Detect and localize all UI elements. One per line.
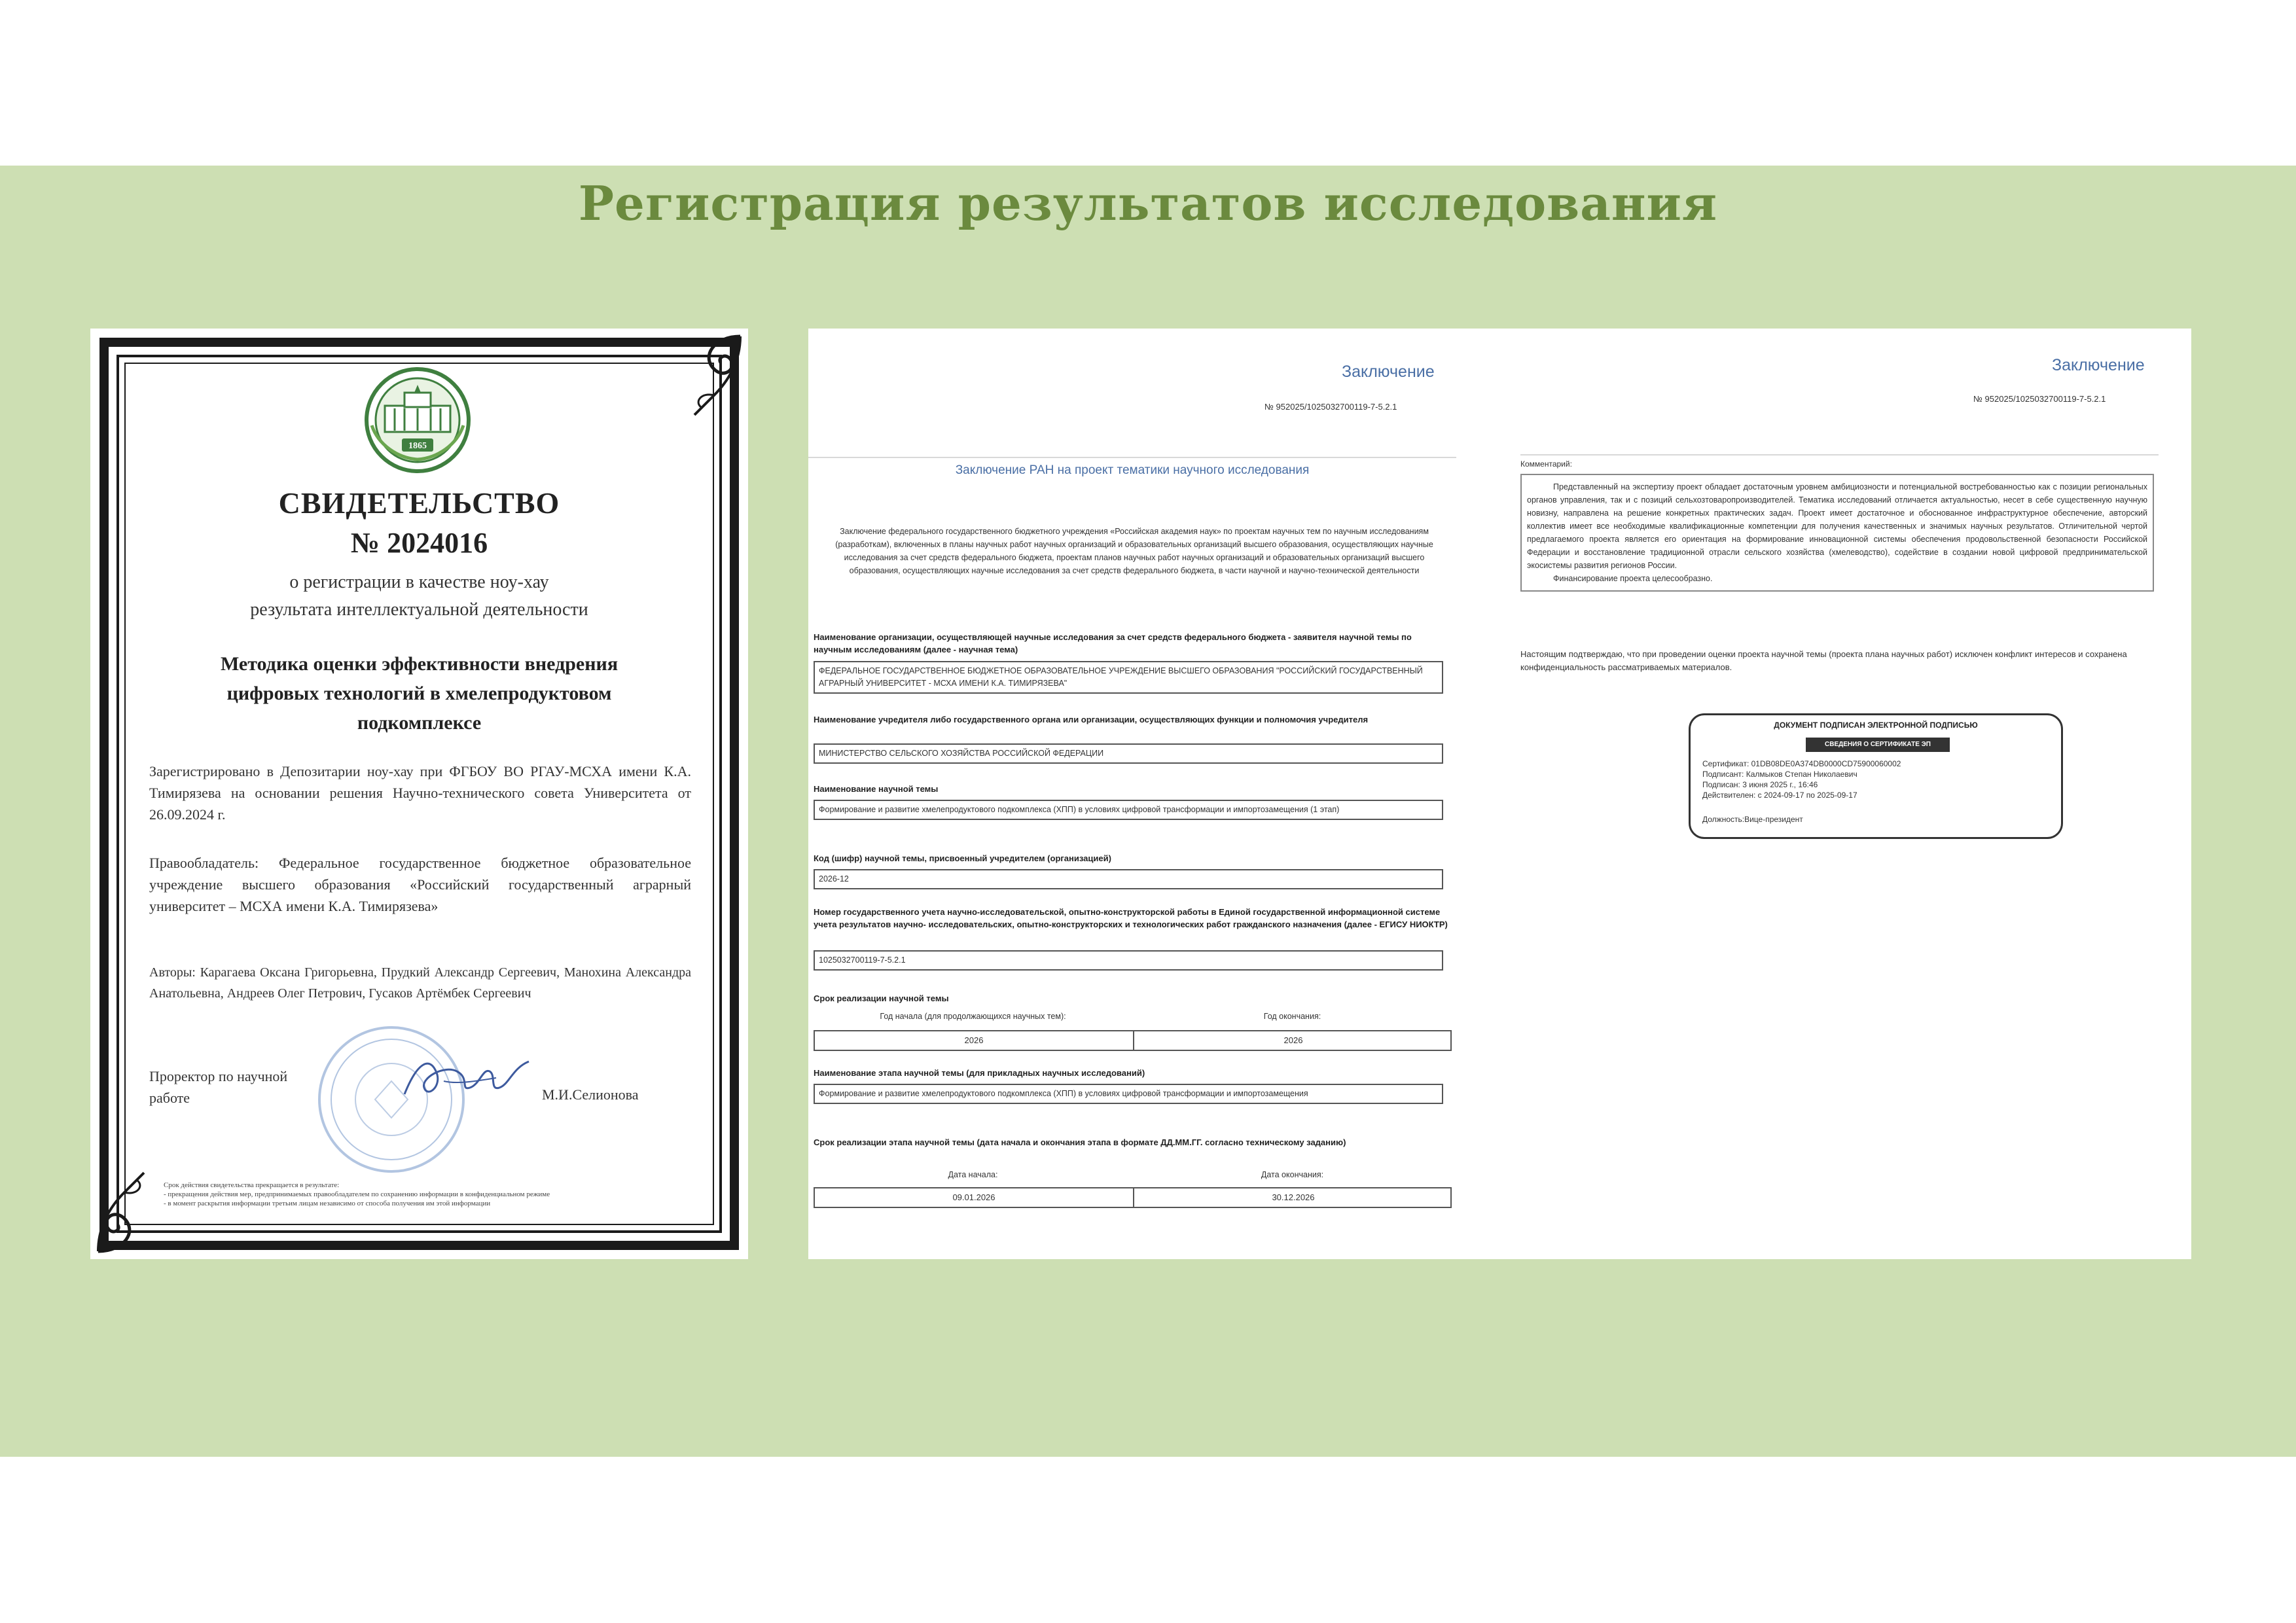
university-emblem-icon [359, 366, 476, 478]
term-end-value: 2026 [1283, 1035, 1303, 1045]
electronic-signature-stamp [1689, 713, 2063, 839]
term-label: Срок реализации научной темы [814, 993, 949, 1003]
term-end-label: Год окончания: [1263, 1012, 1321, 1021]
comment-paragraph: Финансирование проекта целесообразно. [1553, 574, 1713, 583]
esign-badge: СВЕДЕНИЯ О СЕРТИФИКАТЕ ЭП [1806, 738, 1950, 752]
certificate-footnote [164, 1181, 700, 1208]
term-value-row [814, 1030, 1452, 1051]
certificate-heading: СВИДЕТЕЛЬСТВО [278, 486, 560, 520]
code-value-box: 2026-12 [814, 869, 1443, 889]
stage-end-value: 30.12.2026 [1272, 1192, 1315, 1202]
comment-paragraph: Представленный на экспертизу проект обладает достаточным уровнем амбициозности и потенциальной востребованностью как с позиции региональных органов управления, так и с позиций сельхозтоваропроизводителей. Тематика исследований отличается актуальностью, несет в себе существенную научную новизну, направлена на решение конкретных практических задач. Проект имеет достаточное и обоснованное инфраструктурное обеспечение, авторский коллектив имеет все необходимые квалификационные компетенции для получения качественных и значимых научных результатов. Отличительной чертой предлагаемого проекта является его ориентация на формирование инновационной системы обеспечения продовольственной безопасности Российской Федерации и восстановление традиционной отрасли сельского хозяйства (хмелеводство), содействие в создании новой цифровой предпринимательской экосистемы развития регионов России. [1527, 482, 2147, 570]
esign-signed-date: Подписан: 3 июня 2025 г., 16:46 [1702, 780, 1818, 789]
conclusion-title: Заключение [1342, 363, 1435, 381]
esign-details [1702, 758, 1901, 800]
footnote-line: - прекращения действия мер, предпринимаемых правообладателем по сохранению информации в конфиденциальном режиме [164, 1190, 550, 1198]
ras-conclusion-document [808, 329, 2191, 1259]
theme-value-box: Формирование и развитие хмелепродуктового подкомплекса (ХПП) в условиях цифровой трансформации и импортозамещения (1 этап) [814, 800, 1443, 820]
term-start-label: Год начала (для продолжающихся научных тем): [880, 1012, 1066, 1021]
esign-title: ДОКУМЕНТ ПОДПИСАН ЭЛЕКТРОННОЙ ПОДПИСЬЮ [1774, 721, 1978, 730]
stage-end-label: Дата окончания: [1261, 1170, 1324, 1179]
theme-label: Наименование научной темы [814, 784, 939, 794]
certificate-topic: Методика оценки эффективности внедрения цифровых технологий в хмелепродуктовом подкомплексе [220, 653, 619, 734]
certificate-registration-text: Зарегистрировано в Депозитарии ноу-хау при ФГБОУ ВО РГАУ-МСХА имени К.А. Тимирязева на основании решения Научно-технического совета Университета от 26.09.2024 г. [149, 763, 691, 823]
conclusion-number: № 952025/1025032700119-7-5.2.1 [1265, 402, 1397, 412]
corner-ornament-icon [92, 1166, 164, 1258]
conclusion-title: Заключение [2052, 356, 2145, 374]
code-label: Код (шифр) научной темы, присвоенный учредителем (организацией) [814, 853, 1111, 863]
registration-value-box: 1025032700119-7-5.2.1 [814, 950, 1443, 971]
signer-position: Проректор по научной работе [149, 1068, 288, 1106]
stage-label: Наименование этапа научной темы (для прикладных научных исследований) [814, 1068, 1145, 1078]
certificate-authors-text: Авторы: Карагаева Оксана Григорьевна, Прудкий Александр Сергеевич, Манохина Александра Анатольевна, Андреев Олег Петрович, Гусаков Артёмбек Сергеевич [149, 965, 691, 1001]
org-label: Наименование организации, осуществляющей научные исследования за счет средств федерального бюджета - заявителя научной темы по научным исследованиям (далее - научная тема) [814, 632, 1412, 654]
stage-start-label: Дата начала: [948, 1170, 998, 1179]
conclusion-intro: Заключение федерального государственного бюджетного учреждения «Российская академия наук» по проектам научных тем по научным исследованиям (разработкам), включенных в планы научных работ научных организаций и образовательных организаций высшего образования, осуществляющих научные исследования за счет средств федерального бюджета, проектам планов научных работ научных организаций и образовательных организаций высшего образования, осуществляющих научные исследования за счет средств федерального бюджета, в части научной и научно-технической деятельности [835, 527, 1433, 575]
handwritten-signature-icon [398, 1042, 535, 1114]
term-start-value: 2026 [815, 1031, 1134, 1050]
certificate-document [90, 329, 748, 1259]
esign-signer: Подписант: Калмыков Степан Николаевич [1702, 770, 1857, 779]
conclusion-number: № 952025/1025032700119-7-5.2.1 [1973, 394, 2106, 404]
corner-ornament-icon [675, 330, 747, 421]
certificate-number: № 2024016 [350, 527, 488, 559]
conclusion-page-left [808, 329, 1463, 1259]
footnote-line: - в момент раскрытия информации третьим лицам независимо от способа получения им этой информации [164, 1200, 491, 1207]
emblem-year: 1865 [408, 441, 427, 451]
certificate-subtitle-line-1: о регистрации в качестве ноу-хау [289, 572, 549, 592]
esign-certificate: Сертификат: 01DB08DE0A374DB0000CD75900060002 [1702, 759, 1901, 768]
certificate-holder-text: Правообладатель: Федеральное государственное бюджетное образовательное учреждение высшего образования «Российский государственный аграрный университет – МСХА имени К.А. Тимирязева» [149, 855, 691, 914]
founder-label: Наименование учредителя либо государственного органа или организации, осуществляющих функции и полномочия учредителя [814, 715, 1369, 724]
stage-start-value: 09.01.2026 [815, 1188, 1134, 1207]
comment-box [1520, 474, 2154, 592]
stage-value-box: Формирование и развитие хмелепродуктового подкомплекса (ХПП) в условиях цифровой трансформации и импортозамещения [814, 1084, 1443, 1104]
confirmation-text: Настоящим подтверждаю, что при проведении оценки проекта научной темы (проекта плана научных работ) исключен конфликт интересов и сохранена конфиденциальность рассматриваемых материалов. [1520, 649, 2127, 672]
org-value-box: ФЕДЕРАЛЬНОЕ ГОСУДАРСТВЕННОЕ БЮДЖЕТНОЕ ОБРАЗОВАТЕЛЬНОЕ УЧРЕЖДЕНИЕ ВЫСШЕГО ОБРАЗОВАНИЯ "РОССИЙСКИЙ ГОСУДАРСТВЕННЫЙ АГРАРНЫЙ УНИВЕРСИТЕТ - МСХА ИМЕНИ К.А. ТИМИРЯЗЕВА" [814, 661, 1443, 694]
conclusion-page-right [1515, 329, 2170, 1259]
esign-validity: Действителен: с 2024-09-17 по 2025-09-17 [1702, 791, 1857, 800]
comment-label: Комментарий: [1520, 454, 2159, 469]
esign-position: Должность:Вице-президент [1702, 815, 1803, 824]
footnote-line: Срок действия свидетельства прекращается в результате: [164, 1181, 340, 1189]
registration-label: Номер государственного учета научно-исследовательской, опытно-конструкторской работы в Единой государственной информационной системе учета результатов научно- исследовательских, опытно-конструкторских и технологических работ гражданского назначения (далее - ЕГИСУ НИОКТР) [814, 907, 1448, 929]
conclusion-subtitle: Заключение РАН на проект тематики научного исследования [808, 457, 1456, 478]
stage-term-value-row [814, 1187, 1452, 1208]
founder-value-box: МИНИСТЕРСТВО СЕЛЬСКОГО ХОЗЯЙСТВА РОССИЙСКОЙ ФЕДЕРАЦИИ [814, 743, 1443, 764]
signer-name: М.И.Селионова [542, 1086, 639, 1103]
certificate-subtitle-line-2: результата интеллектуальной деятельности [250, 599, 588, 620]
page-title: Регистрация результатов исследования [578, 175, 1718, 231]
stage-term-label: Срок реализации этапа научной темы (дата начала и окончания этапа в формате ДД.ММ.ГГ. согласно техническому заданию) [814, 1137, 1346, 1147]
